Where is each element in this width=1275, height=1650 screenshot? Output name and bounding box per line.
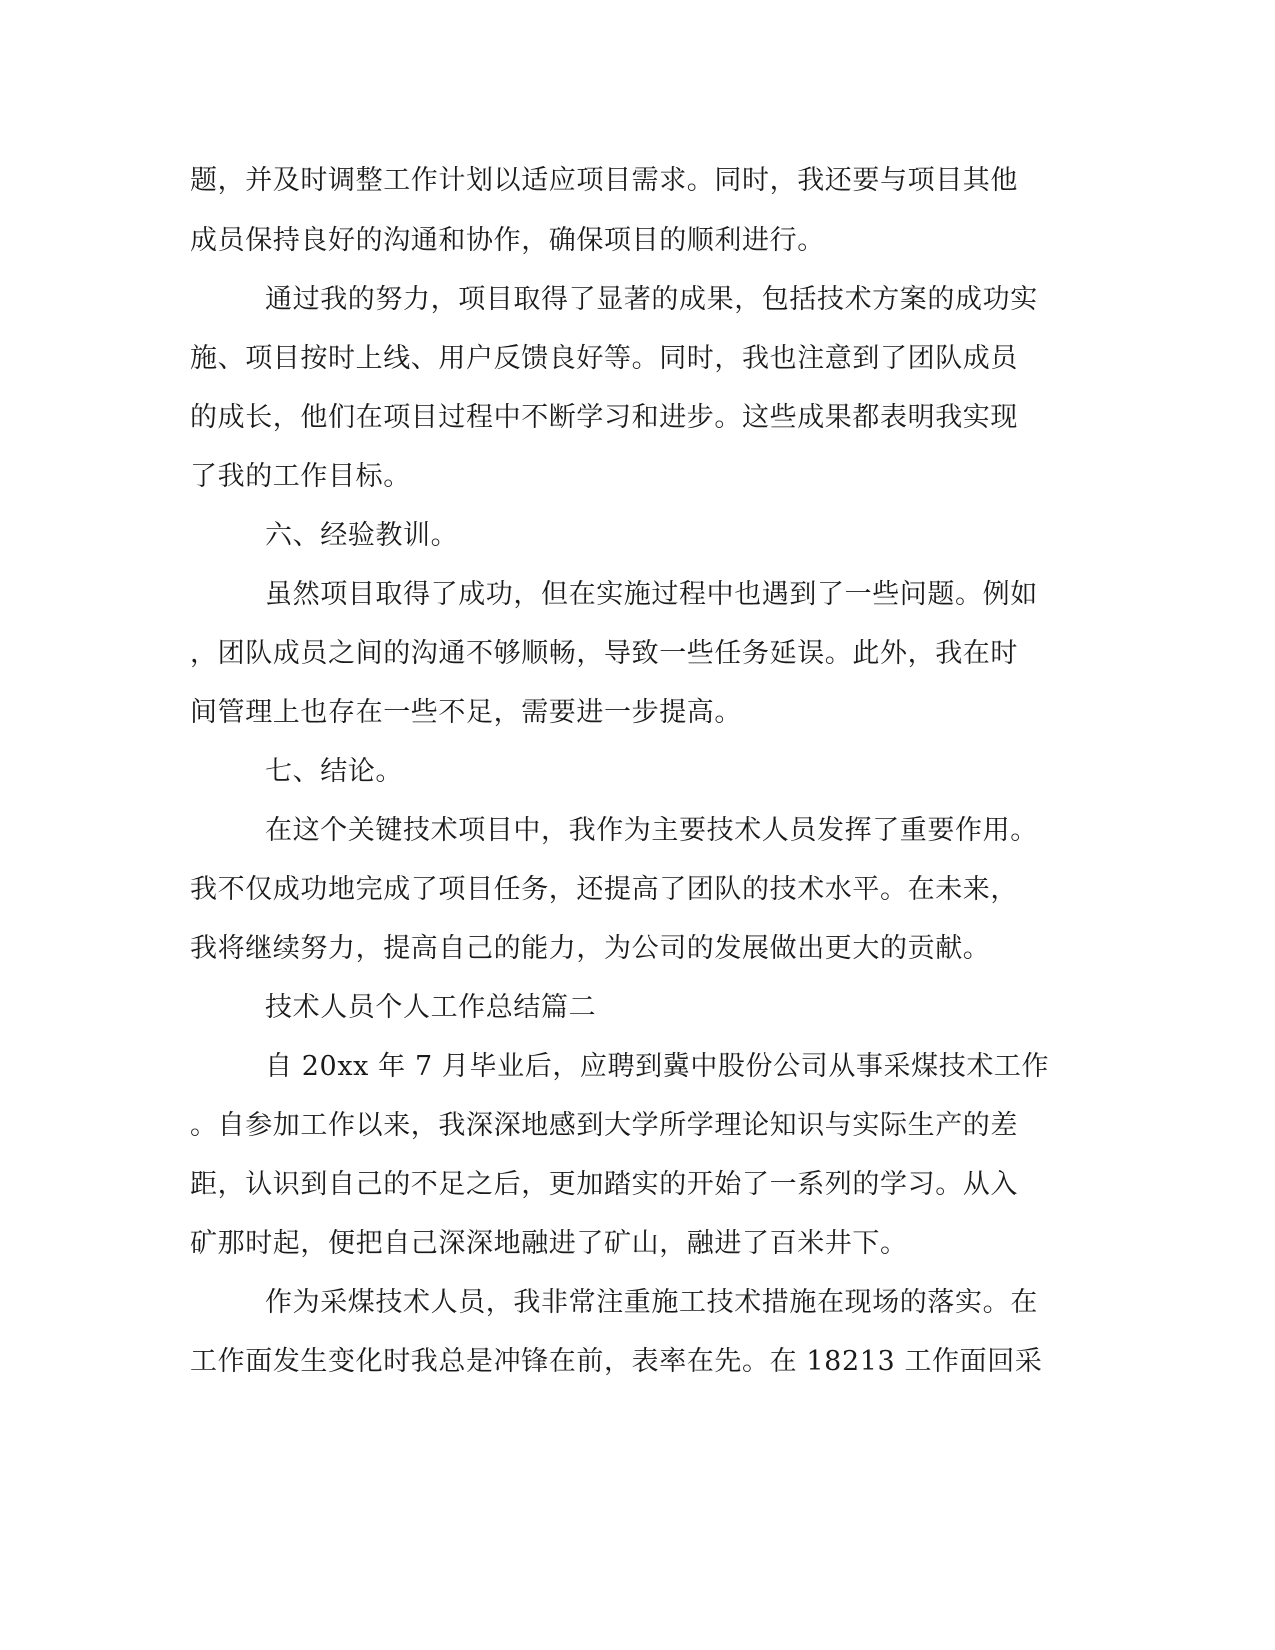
paragraph-start-line: 在这个关键技术项目中，我作为主要技术人员发挥了重要作用。: [265, 815, 1038, 846]
text-line: 了我的工作目标。: [190, 461, 411, 492]
paragraph-start-line: 作为采煤技术人员，我非常注重施工技术措施在现场的落实。在: [265, 1287, 1038, 1318]
text-line: 的成长，他们在项目过程中不断学习和进步。这些成果都表明我实现: [190, 402, 1018, 433]
text-line: 我将继续努力，提高自己的能力，为公司的发展做出更大的贡献。: [190, 933, 991, 964]
text-line: 工作面发生变化时我总是冲锋在前，表率在先。在 18213 工作面回采: [190, 1346, 1043, 1377]
text-line: 成员保持良好的沟通和协作，确保项目的顺利进行。: [190, 225, 825, 256]
paragraph-start-line: 虽然项目取得了成功，但在实施过程中也遇到了一些问题。例如: [265, 579, 1038, 610]
section-heading-experience: 六、经验教训。: [265, 520, 459, 551]
text-line: 题，并及时调整工作计划以适应项目需求。同时，我还要与项目其他: [190, 165, 1018, 196]
text-line: 施、项目按时上线、用户反馈良好等。同时，我也注意到了团队成员: [190, 343, 1018, 374]
text-line: ，团队成员之间的沟通不够顺畅，导致一些任务延误。此外，我在时: [190, 638, 1018, 669]
text-line: 我不仅成功地完成了项目任务，还提高了团队的技术水平。在未来，: [190, 874, 1018, 905]
text-line: 矿那时起，便把自己深深地融进了矿山，融进了百米井下。: [190, 1228, 908, 1259]
text-line: 。自参加工作以来，我深深地感到大学所学理论知识与实际生产的差: [190, 1110, 1018, 1141]
article-title-part-two: 技术人员个人工作总结篇二: [265, 992, 597, 1023]
text-line: 距，认识到自己的不足之后，更加踏实的开始了一系列的学习。从入: [190, 1169, 1018, 1200]
section-heading-conclusion: 七、结论。: [265, 756, 403, 787]
paragraph-start-line: 自 20xx 年 7 月毕业后，应聘到冀中股份公司从事采煤技术工作: [265, 1051, 1050, 1082]
text-line: 间管理上也存在一些不足，需要进一步提高。: [190, 697, 742, 728]
paragraph-start-line: 通过我的努力，项目取得了显著的成果，包括技术方案的成功实: [265, 284, 1038, 315]
